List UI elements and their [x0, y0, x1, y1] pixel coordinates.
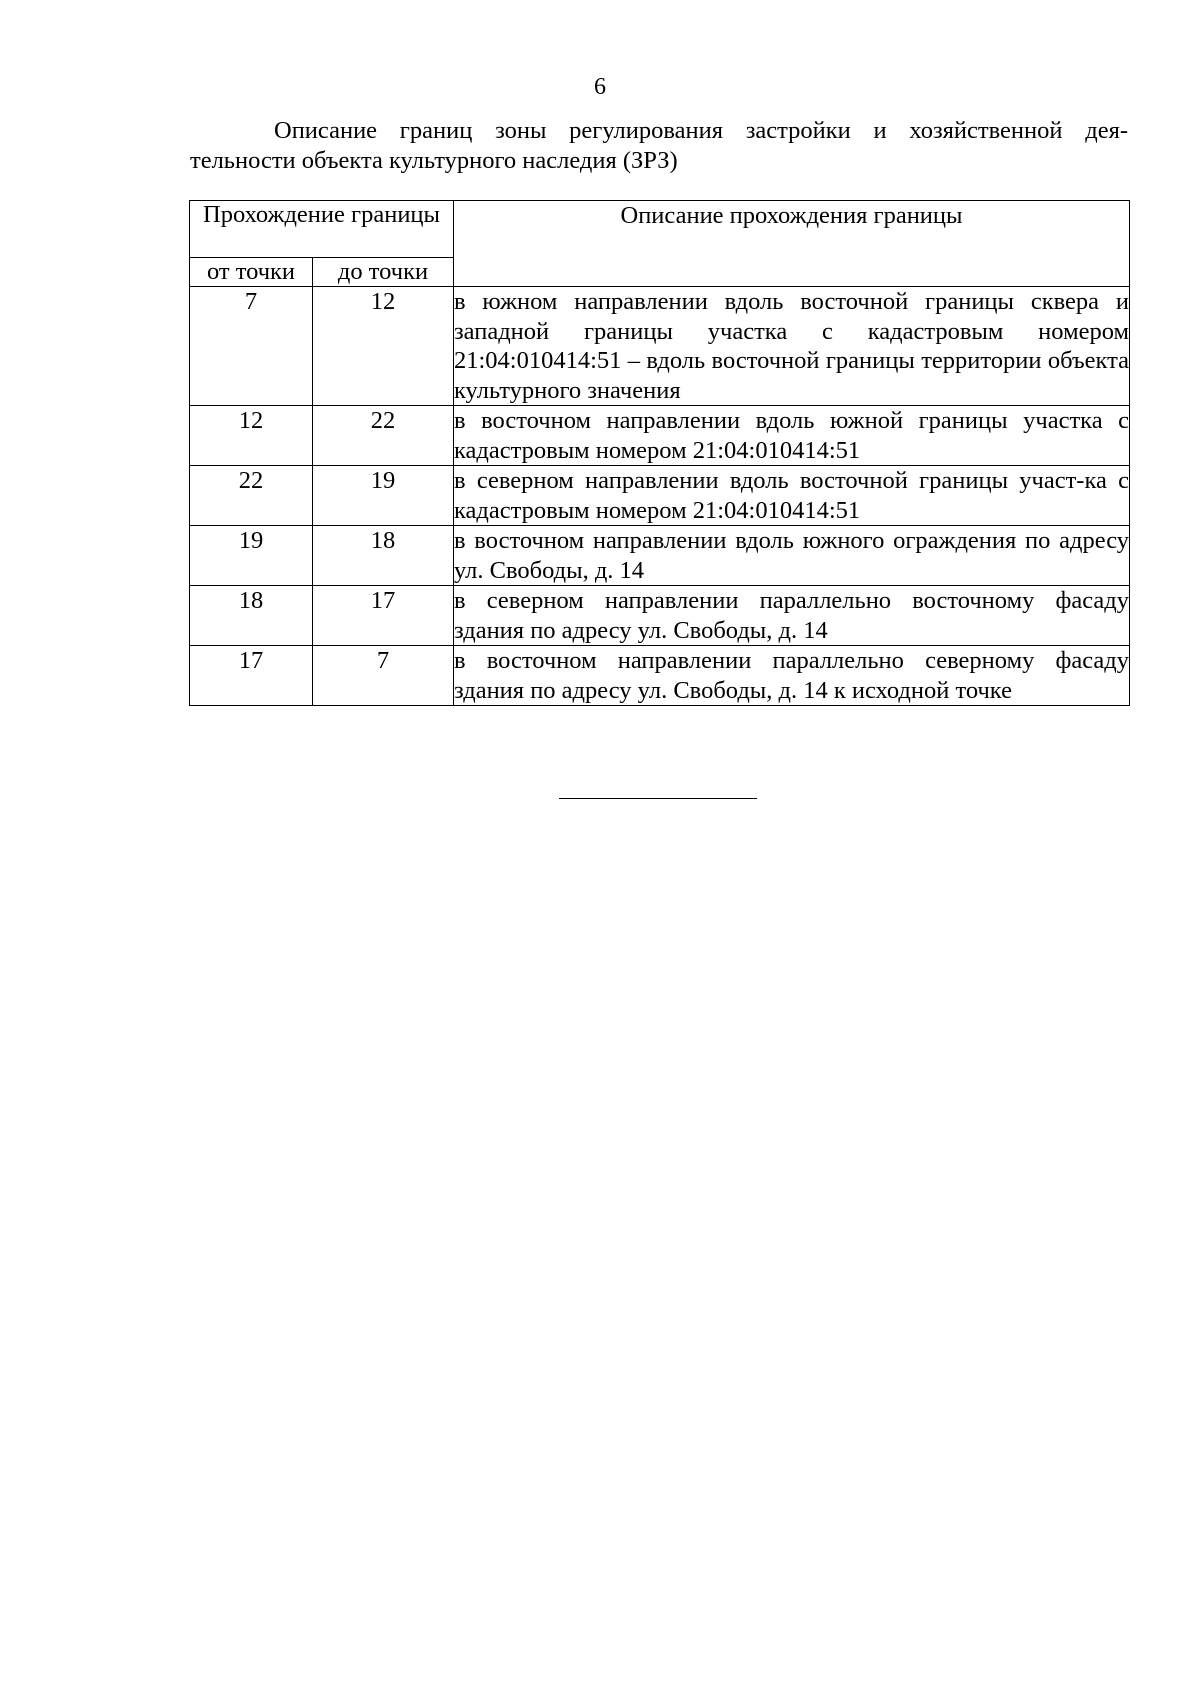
header-boundary-description: Описание прохождения границы [454, 201, 1130, 287]
boundary-table [189, 200, 1130, 706]
cell-description: в восточном направлении параллельно северному фасаду здания по адресу ул. Свободы, д. 14 к исходной точке [454, 647, 1129, 704]
cell-description: в восточном направлении вдоль южной границы участка с кадастровым номером 21:04:010414:51 [454, 407, 1129, 464]
cell-to-point: 18 [313, 526, 454, 586]
table-row [190, 406, 1130, 466]
table-row [190, 466, 1130, 526]
cell-from-point: 19 [190, 526, 313, 586]
cell-description: в северном направлении вдоль восточной границы участ-ка с кадастровым номером 21:04:010414:51 [454, 467, 1129, 524]
cell-description: в северном направлении параллельно восточному фасаду здания по адресу ул. Свободы, д. 14 [454, 587, 1129, 644]
cell-to-point: 17 [313, 586, 454, 646]
table-row [190, 646, 1130, 706]
table-header-row [190, 201, 1130, 258]
cell-from-point: 22 [190, 466, 313, 526]
header-from-point: от точки [190, 258, 313, 287]
cell-from-point: 18 [190, 586, 313, 646]
table-row [190, 287, 1130, 406]
cell-to-point: 7 [313, 646, 454, 706]
header-boundary-passage: Прохождение границы [190, 201, 454, 258]
table-row [190, 586, 1130, 646]
cell-description: в восточном направлении вдоль южного ограждения по адресу ул. Свободы, д. 14 [454, 527, 1129, 584]
closing-divider-line [559, 798, 757, 799]
header-to-point: до точки [313, 258, 454, 287]
cell-to-point: 22 [313, 406, 454, 466]
cell-description: в южном направлении вдоль восточной границы сквера и западной границы участка с кадастровым номером 21:04:010414:51 – вдоль восточной границы территории объекта культурного значения [454, 288, 1129, 404]
page-number: 6 [594, 74, 606, 100]
heading-line-2: тельности объекта культурного наследия (ЗРЗ) [190, 147, 678, 174]
cell-from-point: 12 [190, 406, 313, 466]
table-row [190, 526, 1130, 586]
cell-from-point: 7 [190, 287, 313, 406]
document-heading [190, 116, 1128, 176]
cell-from-point: 17 [190, 646, 313, 706]
heading-line-1: Описание границ зоны регулирования застройки и хозяйственной дея- [274, 117, 1128, 144]
cell-to-point: 12 [313, 287, 454, 406]
cell-to-point: 19 [313, 466, 454, 526]
